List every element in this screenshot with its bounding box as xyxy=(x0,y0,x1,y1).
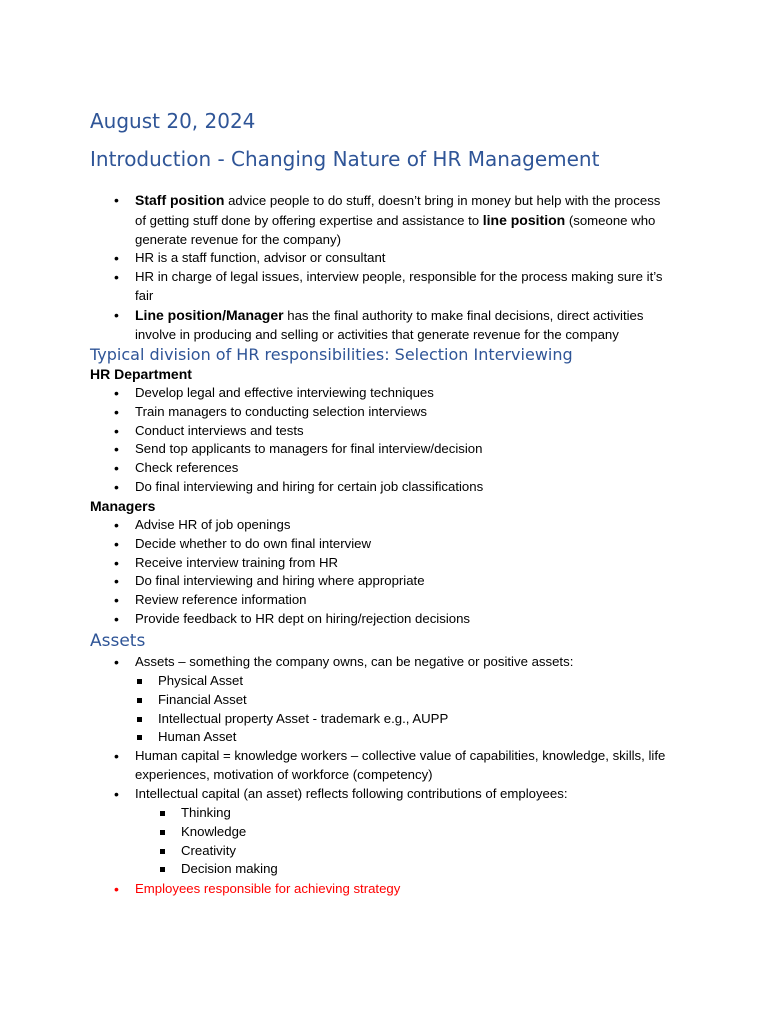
list-item-text: has the final authority to make final decisions, direct activities involve in producing and selling or activities that generate revenue for the company xyxy=(135,307,644,342)
list-item: • Intellectual capital (an asset) reflects following contributions of employees: xyxy=(135,785,675,804)
hr-department-label: HR Department xyxy=(90,366,192,382)
assets-intro-list xyxy=(135,653,675,672)
term-staff-position: Staff position xyxy=(135,192,225,208)
selection-heading: Typical division of HR responsibilities: Selection Interviewing xyxy=(90,345,573,364)
list-item: • Do final interviewing and hiring for certain job classifications xyxy=(135,478,675,497)
list-item: • Provide feedback to HR dept on hiring/rejection decisions xyxy=(135,610,675,629)
list-item xyxy=(135,191,675,249)
list-item: • Check references xyxy=(135,459,675,478)
list-item xyxy=(135,306,675,345)
list-item: • Develop legal and effective interviewing techniques xyxy=(135,384,675,403)
list-item: • HR is a staff function, advisor or consultant xyxy=(135,249,675,268)
capital-list xyxy=(135,747,675,803)
list-item: Thinking xyxy=(181,804,661,823)
list-item: • Do final interviewing and hiring where appropriate xyxy=(135,572,675,591)
list-item: • Decide whether to do own final interview xyxy=(135,535,675,554)
list-item: • Review reference information xyxy=(135,591,675,610)
list-item: Financial Asset xyxy=(158,691,658,710)
intro-list xyxy=(135,191,675,344)
list-item: Creativity xyxy=(181,842,661,861)
list-item: • Human capital = knowledge workers – collective value of capabilities, knowledge, skills, life experiences, motivation of workforce (competency) xyxy=(135,747,675,785)
strategy-note: • Employees responsible for achieving strategy xyxy=(135,880,675,899)
hr-department-list xyxy=(135,384,675,497)
list-item: Intellectual property Asset - trademark e.g., AUPP xyxy=(158,710,658,729)
strategy-list xyxy=(135,880,675,899)
list-item: Physical Asset xyxy=(158,672,658,691)
managers-label: Managers xyxy=(90,498,156,514)
assets-heading: Assets xyxy=(90,631,146,651)
list-item: • Conduct interviews and tests xyxy=(135,422,675,441)
list-item: • Receive interview training from HR xyxy=(135,554,675,573)
list-item-text: advice people to do stuff, doesn’t bring in money but help with the process of getting stuff done by offering expertise and assistance to xyxy=(135,193,661,228)
list-item: • Assets – something the company owns, can be negative or positive assets: xyxy=(135,653,675,672)
list-item: • Send top applicants to managers for final interview/decision xyxy=(135,440,675,459)
date-heading: August 20, 2024 xyxy=(90,109,256,133)
managers-list xyxy=(135,516,675,629)
list-item-text: (someone who generate revenue for the company) xyxy=(135,212,656,247)
list-item: • HR in charge of legal issues, interview people, responsible for the process making sure it’s fair xyxy=(135,268,675,306)
list-item: Decision making xyxy=(181,860,661,879)
term-line-manager: Line position/Manager xyxy=(135,306,284,323)
list-item: • Advise HR of job openings xyxy=(135,516,675,535)
asset-types-list xyxy=(158,672,658,747)
list-item: Knowledge xyxy=(181,823,661,842)
list-item: Human Asset xyxy=(158,728,658,747)
term-line-position: line position xyxy=(482,211,566,228)
list-item: • Train managers to conducting selection interviews xyxy=(135,403,675,422)
contributions-list xyxy=(181,804,661,879)
page-title: Introduction - Changing Nature of HR Management xyxy=(90,147,600,171)
